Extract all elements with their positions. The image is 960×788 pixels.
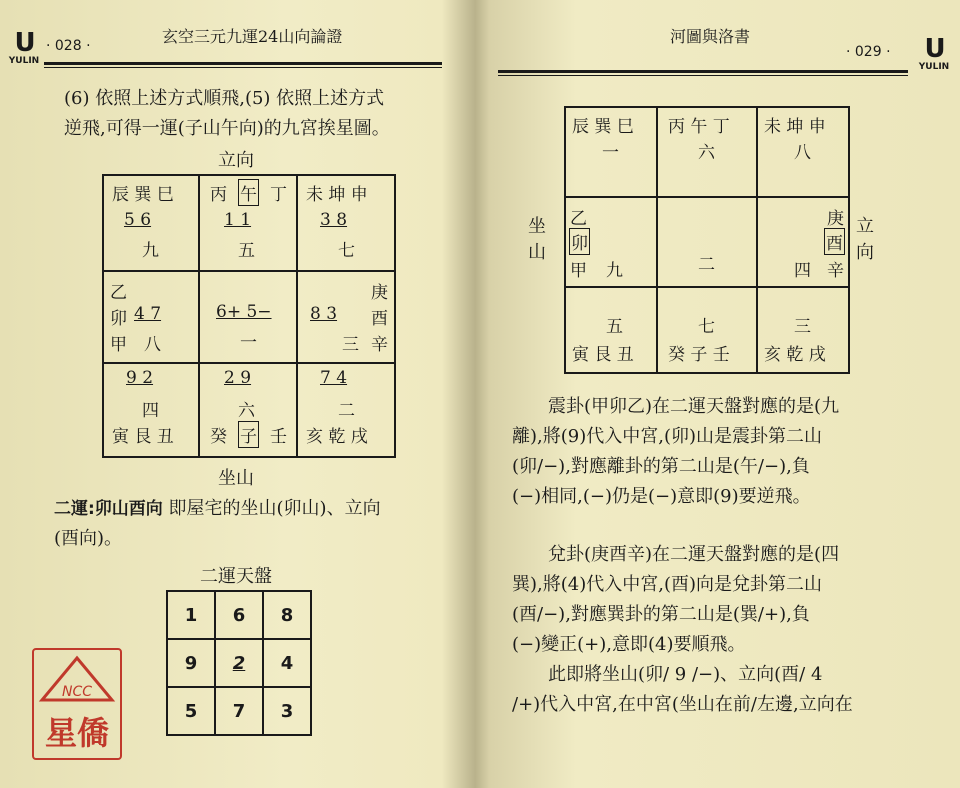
grid-cell-center: 2 [215, 639, 263, 687]
logo-mark: U [14, 28, 34, 58]
mountains: 寅 艮 丑 [112, 427, 174, 447]
palace-r2c3 [297, 271, 395, 363]
palace-r1c2 [199, 175, 297, 271]
grid-cell: 5 [167, 687, 215, 735]
text-line: 兌卦(庚酉辛)在二運天盤對應的是(四 [548, 544, 840, 565]
right-page [484, 0, 960, 788]
palace-r1c1 [103, 175, 199, 271]
paragraph-1 [512, 392, 839, 512]
mountains: 癸 子 壬 [668, 345, 730, 365]
mountain: 癸 [210, 427, 227, 447]
running-header: 玄空三元九運24山向論證 [162, 27, 343, 46]
header-rule [44, 62, 442, 65]
text-run: 即屋宅的坐山(卯山)、立向 [162, 498, 381, 519]
mountain: 庚 [371, 283, 388, 303]
period-star: 一 [240, 333, 257, 353]
palace-r3c2 [657, 287, 757, 373]
grid-cell: 6 [215, 591, 263, 639]
mountains: 未 坤 申 [764, 117, 826, 137]
period-star: 一 [602, 143, 619, 163]
logo-text: YULIN [918, 62, 950, 72]
grid-title: 二運天盤 [200, 566, 272, 587]
period-star: 二 [698, 255, 715, 275]
palace-r1c1 [565, 107, 657, 197]
period-star: 九 [142, 241, 159, 261]
nine-palace-chart [102, 174, 396, 458]
page-number: · 028 · [46, 38, 91, 54]
period-star: 五 [238, 241, 255, 261]
mountains: 亥 乾 戌 [764, 345, 826, 365]
chart-bottom-label: 坐山 [218, 468, 254, 489]
star-numbers: 4 7 [134, 304, 162, 324]
star-numbers: 6+ 5− [216, 302, 272, 322]
page-number: · 029 · [846, 44, 891, 60]
star-numbers: 3 8 [320, 210, 348, 230]
text-line: 巽),將(4)代入中宮,(酉)向是兌卦第二山 [512, 574, 823, 595]
star-numbers: 5 6 [124, 210, 152, 230]
palace-r1c3 [757, 107, 849, 197]
text-line: (卯/−),對應離卦的第二山是(午/−),負 [512, 456, 810, 477]
period-star: 三 [342, 335, 359, 355]
mountain: 辛 [827, 261, 844, 281]
period-star: 七 [698, 317, 715, 337]
mountains: 未 坤 申 [306, 185, 368, 205]
mountain: 乙 [110, 283, 127, 303]
star-numbers: 8 3 [310, 304, 338, 324]
text-line: 此即將坐山(卯/ 9 /−)、立向(酉/ 4 [548, 664, 823, 685]
period-star: 八 [144, 335, 161, 355]
paragraph-3 [512, 660, 853, 720]
mountain: 甲 [110, 335, 127, 355]
publisher-logo [912, 36, 956, 72]
palace-center [199, 271, 297, 363]
period-star: 九 [606, 261, 623, 281]
grid-cell: 7 [215, 687, 263, 735]
period-star: 二 [338, 401, 355, 421]
paragraph-2 [512, 540, 839, 660]
mountain: 壬 [270, 427, 287, 447]
sitting-mountain: 卯 [569, 228, 590, 255]
grid-cell: 8 [263, 591, 311, 639]
mountains: 寅 艮 丑 [572, 345, 634, 365]
palace-center [657, 197, 757, 287]
stamp-text: 星僑 [44, 714, 109, 752]
palace-r2c1 [103, 271, 199, 363]
period-star: 四 [142, 401, 159, 421]
palace-r2c3 [757, 197, 849, 287]
palace-r3c3 [297, 363, 395, 457]
mountain: 丙 [210, 185, 227, 205]
palace-r3c3 [757, 287, 849, 373]
mountain: 酉 [371, 309, 388, 329]
nine-palace-chart [564, 106, 850, 374]
text-line: (−)相同,(−)仍是(−)意即(9)要逆飛。 [512, 486, 811, 507]
chart-top-label: 立向 [218, 150, 254, 171]
heaven-plate-grid [166, 590, 312, 736]
sitting-mountain: 子 [238, 421, 259, 448]
mountain: 卯 [110, 309, 127, 329]
paragraph-2 [54, 494, 381, 554]
text-line: (酉向)。 [54, 528, 123, 549]
text-line: (酉/−),對應巽卦的第二山是(巽/+),負 [512, 604, 810, 625]
star-numbers: 9 2 [126, 368, 154, 388]
palace-r1c2 [657, 107, 757, 197]
header-rule-thin [498, 75, 908, 76]
text-line: 離),將(9)代入中宮,(卯)山是震卦第二山 [512, 426, 823, 447]
paragraph-1 [64, 84, 390, 144]
publisher-logo [2, 30, 46, 66]
grid-cell: 1 [167, 591, 215, 639]
palace-r3c1 [103, 363, 199, 457]
mountain: 丁 [270, 185, 287, 205]
period-star: 四 [794, 261, 811, 281]
palace-r2c1 [565, 197, 657, 287]
period-star: 八 [794, 143, 811, 163]
period-star: 五 [606, 317, 623, 337]
header-rule-thin [44, 67, 442, 68]
mountains: 辰 巽 巳 [112, 185, 174, 205]
mountain: 庚 [827, 209, 844, 229]
mountains: 亥 乾 戌 [306, 427, 368, 447]
period-star: 七 [338, 241, 355, 261]
text-line: /+)代入中宮,在中宮(坐山在前/左邊,立向在 [512, 694, 853, 715]
logo-text: YULIN [8, 56, 40, 66]
text-line: 震卦(甲卯乙)在二運天盤對應的是(九 [548, 396, 840, 417]
mountains: 丙 午 丁 [668, 117, 730, 137]
palace-r1c3 [297, 175, 395, 271]
period-star: 六 [698, 143, 715, 163]
stamp-ncc: NCC [61, 684, 93, 700]
palace-r3c2 [199, 363, 297, 457]
period-star: 三 [794, 317, 811, 337]
chart-left-label: 坐山 [528, 216, 546, 263]
star-numbers: 2 9 [224, 368, 252, 388]
grid-cell: 3 [263, 687, 311, 735]
running-header: 河圖與洛書 [670, 27, 751, 46]
ncc-stamp [32, 648, 122, 760]
grid-cell: 4 [263, 639, 311, 687]
left-page [0, 0, 476, 788]
facing-mountain: 酉 [824, 228, 845, 255]
palace-r3c1 [565, 287, 657, 373]
mountains: 辰 巽 巳 [572, 117, 634, 137]
text-line: 逆飛,可得一運(子山午向)的九宮挨星圖。 [64, 118, 390, 139]
mountain: 乙 [570, 209, 587, 229]
chart-right-label: 立向 [856, 216, 874, 263]
logo-mark: U [924, 34, 944, 64]
text-line: (6) 依照上述方式順飛,(5) 依照上述方式 [64, 88, 385, 109]
mountain: 甲 [570, 261, 587, 281]
text-line: (−)變正(+),意即(4)要順飛。 [512, 634, 746, 655]
facing-mountain: 午 [238, 179, 259, 206]
grid-cell: 9 [167, 639, 215, 687]
star-numbers: 1 1 [224, 210, 252, 230]
header-rule [498, 70, 908, 73]
mountain: 辛 [371, 335, 388, 355]
period-star: 六 [238, 401, 255, 421]
section-heading: 二運:卯山酉向 [54, 499, 163, 519]
star-numbers: 7 4 [320, 368, 348, 388]
